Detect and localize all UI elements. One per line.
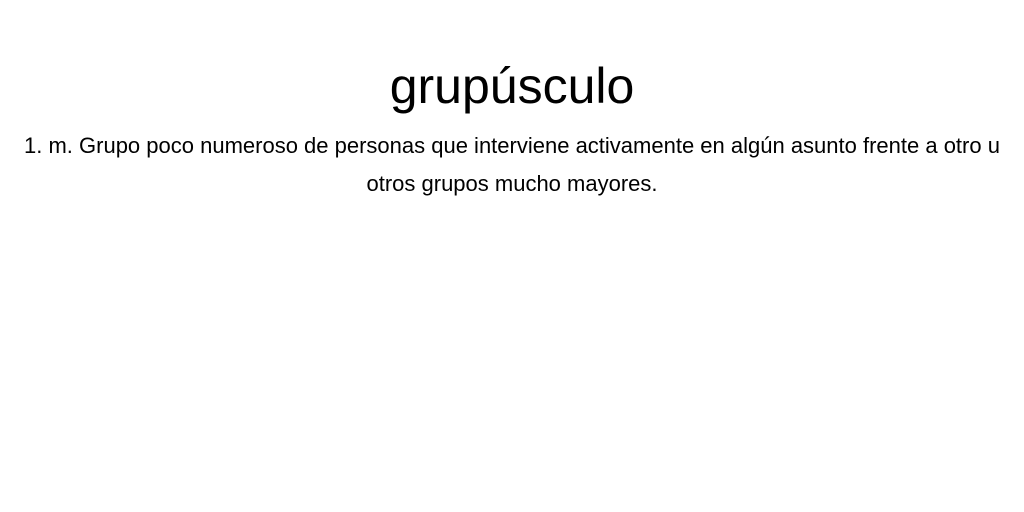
entry-definition: 1. m. Grupo poco numeroso de personas que interviene activamente en algún asunto frente a otro u otros grupos mucho mayores. [24,133,1000,196]
entry-headword: grupúsculo [389,58,635,114]
